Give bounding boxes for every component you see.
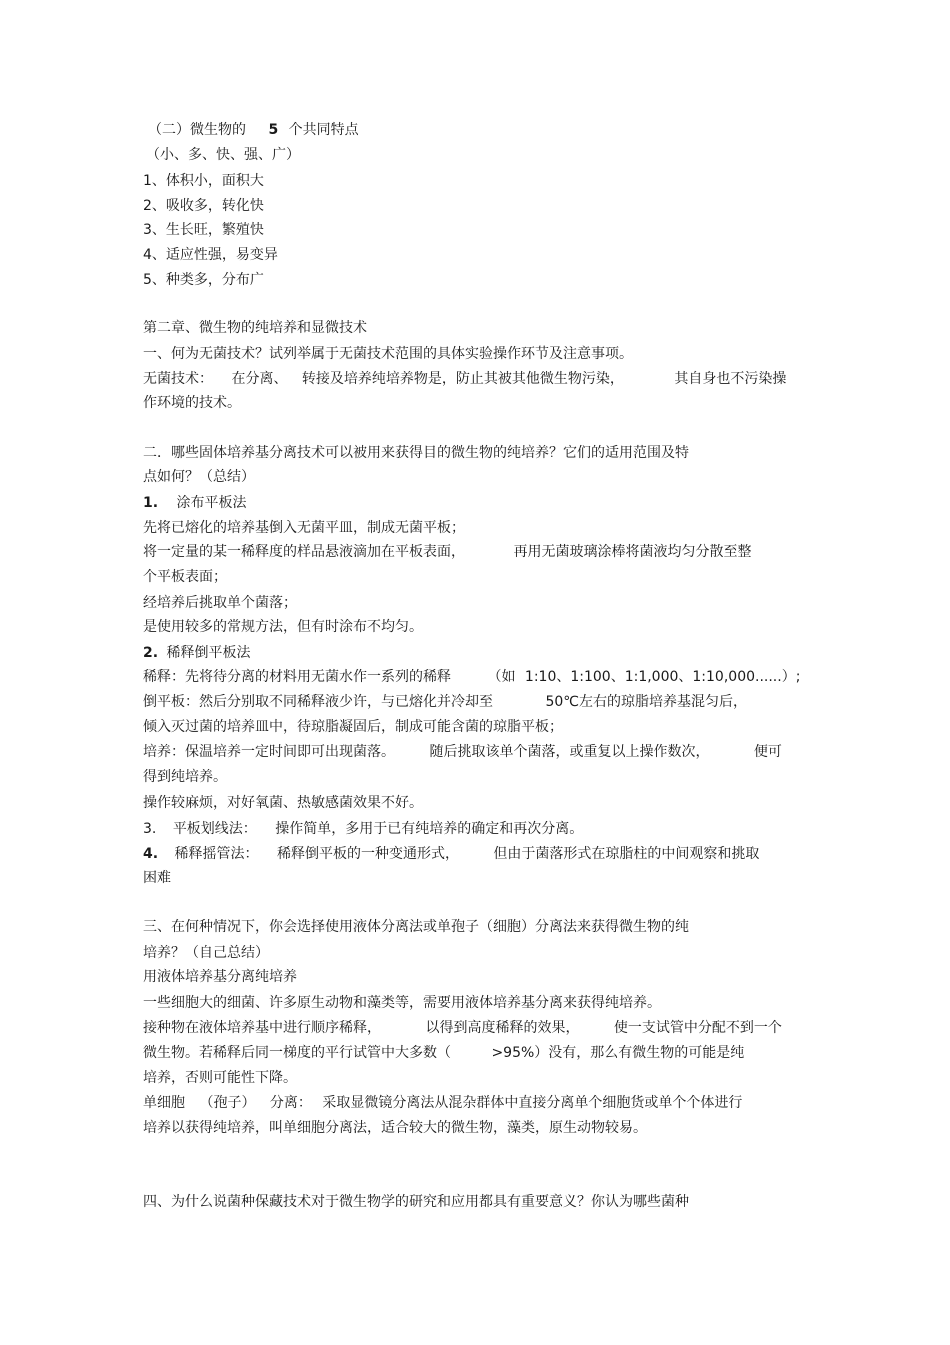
method-1-line: 经培养后挑取单个菌落； — [143, 595, 297, 611]
question-1: 一、何为无菌技术？试列举属于无菌技术范围的具体实验操作环节及注意事项。 — [143, 346, 633, 362]
method-1-heading: 1. 涂布平板法 — [143, 495, 247, 511]
method-2-heading: 2. 稀释倒平板法 — [143, 645, 251, 661]
list-item: 4、适应性强，易变异 — [143, 247, 278, 263]
question-3-line-1: 三、在何种情况下，你会选择使用液体分离法或单孢子（细胞）分离法来获得微生物的纯 — [143, 919, 689, 935]
method-2-line: 操作较麻烦，对好氧菌、热敏感菌效果不好。 — [143, 795, 423, 811]
chapter-title: 第二章、微生物的纯培养和显微技术 — [143, 320, 367, 336]
method-1-line: 先将已熔化的培养基倒入无菌平皿，制成无菌平板； — [143, 520, 465, 536]
subheading: 用液体培养基分离纯培养 — [143, 969, 297, 985]
paragraph-line: 微生物。若稀释后同一梯度的平行试管中大多数（ >95%）没有，那么有微生物的可能是纯 — [143, 1045, 745, 1061]
method-2-line: 倒平板：然后分别取不同稀释液少许，与已熔化并冷却至 50℃左右的琼脂培养基混匀后， — [143, 694, 747, 710]
method-2-line: 得到纯培养。 — [143, 769, 227, 785]
list-item: 5、种类多，分布广 — [143, 272, 264, 288]
method-1-line: 是使用较多的常规方法，但有时涂布不均匀。 — [143, 619, 423, 635]
paragraph-line: 单细胞 （孢子） 分离： 采取显微镜分离法从混杂群体中直接分离单个细胞货或单个个体进行 — [143, 1095, 743, 1111]
paragraph-line: 培养，否则可能性下降。 — [143, 1070, 297, 1086]
paragraph-line: 一些细胞大的细菌、许多原生动物和藻类等，需要用液体培养基分离来获得纯培养。 — [143, 995, 661, 1011]
summary-line: （小、多、快、强、广） — [146, 147, 300, 163]
method-2-line: 稀释：先将待分离的材料用无菌水作一系列的稀释 （如 1:10、1:100、1:1,000、1:10,000......）; — [143, 669, 801, 685]
method-1-line: 个平板表面； — [143, 569, 227, 585]
question-2-line-1: 二．哪些固体培养基分离技术可以被用来获得目的微生物的纯培养？它们的适用范围及特 — [143, 445, 689, 461]
method-3-line: 3. 平板划线法： 操作简单，多用于已有纯培养的确定和再次分离。 — [143, 821, 584, 837]
method-2-line: 倾入灭过菌的培养皿中，待琼脂凝固后，制成可能含菌的琼脂平板； — [143, 719, 563, 735]
method-4-line: 困难 — [143, 870, 171, 886]
question-4-line-1: 四、为什么说菌种保藏技术对于微生物学的研究和应用都具有重要意义？你认为哪些菌种 — [143, 1194, 689, 1210]
list-item: 3、生长旺，繁殖快 — [143, 222, 264, 238]
method-2-line: 培养：保温培养一定时间即可出现菌落。 随后挑取该单个菌落，或重复以上操作数次， 便可 — [143, 744, 782, 760]
answer-1-line-2: 作环境的技术。 — [143, 395, 241, 411]
answer-1-line-1: 无菌技术： 在分离、 转接及培养纯培养物是，防止其被其他微生物污染， 其自身也不污染操 — [143, 371, 787, 387]
question-2-line-2: 点如何？（总结） — [143, 469, 255, 485]
paragraph-line: 培养以获得纯培养，叫单细胞分离法，适合较大的微生物，藻类，原生动物较易。 — [143, 1120, 647, 1136]
question-3-line-2: 培养？（自己总结） — [143, 945, 269, 961]
method-1-line: 将一定量的某一稀释度的样品悬液滴加在平板表面， 再用无菌玻璃涂棒将菌液均匀分散至整 — [143, 544, 752, 560]
list-item: 1、体积小，面积大 — [143, 173, 264, 189]
section-heading: （二）微生物的 5 个共同特点 — [148, 122, 359, 138]
paragraph-line: 接种物在液体培养基中进行顺序稀释， 以得到高度稀释的效果， 使一支试管中分配不到一个 — [143, 1020, 782, 1036]
method-4-line: 4. 稀释摇管法： 稀释倒平板的一种变通形式， 但由于菌落形式在琼脂柱的中间观察和挑取 — [143, 846, 760, 862]
list-item: 2、吸收多，转化快 — [143, 198, 264, 214]
